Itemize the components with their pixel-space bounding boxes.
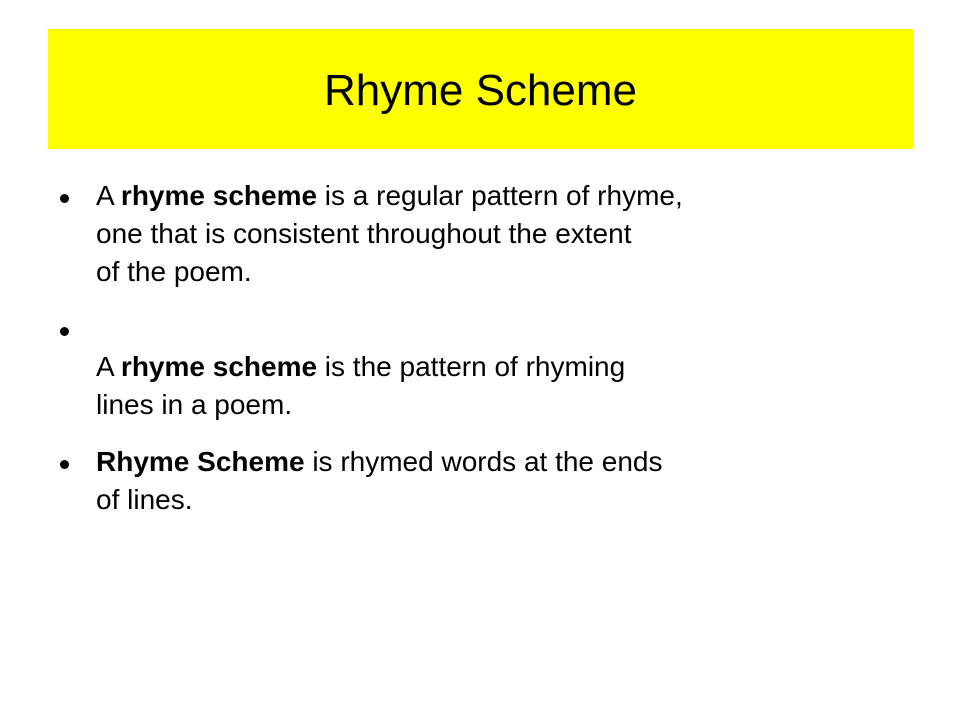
bold-term: rhyme scheme [120,351,318,382]
bullet-icon [60,460,69,469]
bold-term: Rhyme Scheme [96,446,305,477]
bullet-line: of the poem. [96,256,252,287]
text-run: A [96,351,121,382]
bullet-icon [60,194,69,203]
title-banner [48,29,913,149]
bullet-item [58,310,918,424]
bullet-line [96,177,918,215]
text-run: A [96,180,121,211]
text-run: is the pattern of rhyming [317,351,626,382]
bullet-line: of lines. [96,484,193,515]
bullet-list [58,177,918,519]
bullet-icon [60,327,69,336]
bullet-item [58,443,918,519]
text-run: is rhymed words at the ends [304,446,663,477]
bullet-line [96,443,918,481]
slide-title: Rhyme Scheme [323,66,637,115]
text-run: is a regular pattern of rhyme, [317,180,683,211]
bullet-line [96,348,918,386]
bold-term: rhyme scheme [120,180,318,211]
bullet-line: one that is consistent throughout the extent [96,218,632,249]
bullet-line: lines in a poem. [96,389,293,420]
empty-line [96,310,918,348]
bullet-item [58,177,918,291]
